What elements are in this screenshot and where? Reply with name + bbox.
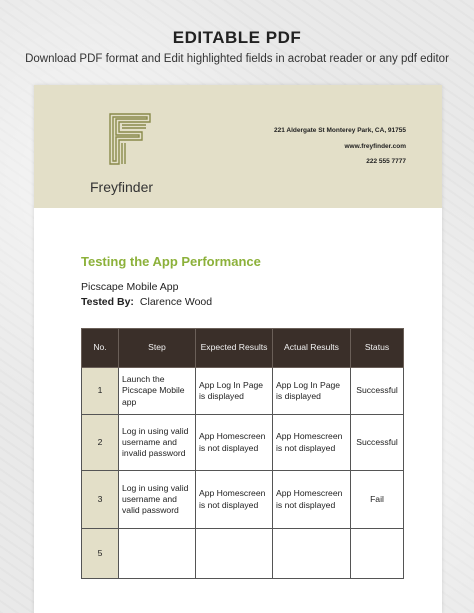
test-results-table — [81, 328, 404, 579]
freyfinder-f-logo-icon — [108, 112, 152, 166]
column-header-expected: Expected Results — [196, 329, 273, 368]
row-number: 5 — [82, 529, 119, 579]
company-phone: 222 555 7777 — [366, 158, 406, 165]
company-address: 221 Aldergate St Monterey Park, CA, 91755 — [274, 127, 406, 134]
expected-cell[interactable] — [196, 529, 273, 579]
tested-by-value[interactable]: Clarence Wood — [139, 296, 213, 308]
tested-by-line — [81, 296, 212, 308]
actual-cell[interactable]: App Homescreen is not displayed — [273, 471, 351, 529]
status-cell[interactable]: Successful — [351, 415, 404, 471]
tested-by-label: Tested By: — [81, 296, 134, 308]
column-header-no: No. — [82, 329, 119, 368]
document-page — [34, 85, 442, 613]
app-name[interactable]: Picscape Mobile App — [81, 281, 179, 293]
step-cell[interactable]: Launch the Picscape Mobile app — [119, 368, 196, 415]
table-row — [82, 471, 404, 529]
expected-cell[interactable]: App Homescreen is not displayed — [196, 471, 273, 529]
company-website: www.freyfinder.com — [344, 143, 406, 150]
table-row — [82, 415, 404, 471]
status-cell[interactable]: Fail — [351, 471, 404, 529]
report-title: Testing the App Performance — [81, 254, 261, 269]
row-number: 2 — [82, 415, 119, 471]
actual-cell[interactable]: App Log In Page is displayed — [273, 368, 351, 415]
step-cell[interactable]: Log in using valid username and valid password — [119, 471, 196, 529]
expected-cell[interactable]: App Log In Page is displayed — [196, 368, 273, 415]
step-cell[interactable] — [119, 529, 196, 579]
column-header-actual: Actual Results — [273, 329, 351, 368]
brand-name: Freyfinder — [90, 179, 154, 195]
document-header — [34, 85, 442, 208]
status-cell[interactable] — [351, 529, 404, 579]
row-number: 3 — [82, 471, 119, 529]
table-row — [82, 529, 404, 579]
table-header-row — [82, 329, 404, 368]
table-row — [82, 368, 404, 415]
banner-title: EDITABLE PDF — [172, 28, 302, 47]
step-cell[interactable]: Log in using valid username and invalid password — [119, 415, 196, 471]
actual-cell[interactable] — [273, 529, 351, 579]
column-header-status: Status — [351, 329, 404, 368]
status-cell[interactable]: Successful — [351, 368, 404, 415]
row-number: 1 — [82, 368, 119, 415]
actual-cell[interactable]: App Homescreen is not displayed — [273, 415, 351, 471]
expected-cell[interactable]: App Homescreen is not displayed — [196, 415, 273, 471]
column-header-step: Step — [119, 329, 196, 368]
banner-subtitle: Download PDF format and Edit highlighted fields in acrobat reader or any pdf editor — [25, 53, 449, 65]
